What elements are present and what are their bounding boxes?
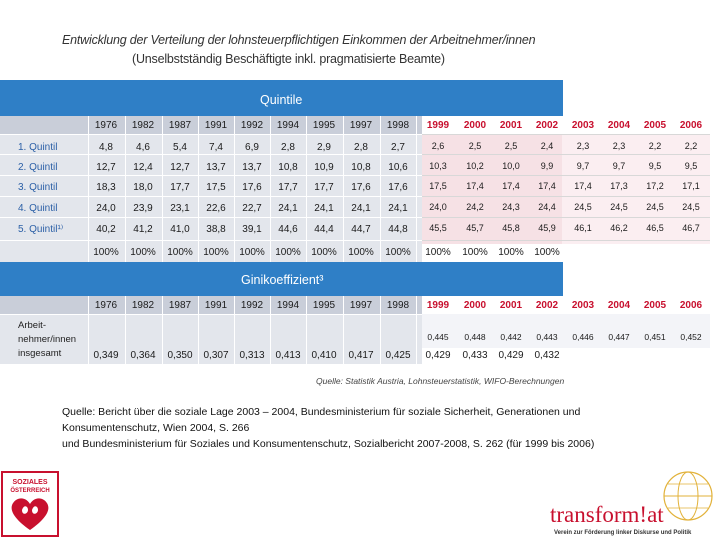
gini-cell: 0,350 <box>167 350 193 361</box>
table-cell-new: 45,9 <box>538 223 556 233</box>
table-cell: 24,1 <box>314 203 334 214</box>
grid-line <box>422 134 710 135</box>
total-cell: 100% <box>348 247 374 258</box>
year-header: 1998 <box>386 300 410 311</box>
table-cell-new: 2,5 <box>468 141 482 151</box>
total-cell-new: 100% <box>462 247 488 258</box>
total-cell: 100% <box>275 247 301 258</box>
table-cell: 17,7 <box>170 182 190 193</box>
table-cell: 13,7 <box>206 162 226 173</box>
grid-line <box>0 314 422 315</box>
gini-cell-new: 0,451 <box>644 332 666 342</box>
table-cell: 2,8 <box>281 142 295 153</box>
year-header: 1991 <box>204 120 228 131</box>
gini-cell: 0,410 <box>311 350 337 361</box>
table-cell-new: 9,7 <box>612 161 626 171</box>
table-cell-new: 17,1 <box>682 181 700 191</box>
year-header: 1982 <box>131 300 155 311</box>
year-header-new: 2003 <box>571 120 595 131</box>
year-header: 1987 <box>168 300 192 311</box>
table-cell-new: 17,4 <box>574 181 592 191</box>
year-header-new: 2002 <box>535 120 559 131</box>
grid-line <box>0 154 422 155</box>
grid-line <box>0 240 422 241</box>
year-header-new: 2000 <box>463 120 487 131</box>
table-cell-new: 45,8 <box>502 223 520 233</box>
table-cell-new: 9,7 <box>576 161 590 171</box>
table-cell-new: 46,2 <box>610 223 628 233</box>
table-cell-new: 45,5 <box>429 223 447 233</box>
chart-title: Entwicklung der Verteilung der lohnsteuerpflichtigen Einkommen der Arbeitnehmer/innen <box>62 33 536 47</box>
table-cell-new: 24,5 <box>682 202 700 212</box>
table-cell: 17,7 <box>314 182 334 193</box>
total-cell-new: 100% <box>534 247 560 258</box>
year-header-new: 2006 <box>679 120 703 131</box>
quintile-header: Quintile <box>260 93 303 107</box>
gini-cell: 0,417 <box>348 350 374 361</box>
grid-line <box>0 196 422 197</box>
logo-wordmark: transform!at <box>550 502 664 527</box>
gini-cell: 0,413 <box>275 350 301 361</box>
table-cell-new: 24,5 <box>574 202 592 212</box>
table-cell: 4,8 <box>99 142 113 153</box>
table-cell: 40,2 <box>96 224 116 235</box>
table-cell: 18,0 <box>133 182 153 193</box>
year-header-new: 2006 <box>679 300 703 311</box>
table-cell: 18,3 <box>96 182 116 193</box>
total-cell-new: 100% <box>498 247 524 258</box>
table-cell: 5,4 <box>173 142 187 153</box>
total-cell: 100% <box>385 247 411 258</box>
table-cell-new: 2,5 <box>504 141 518 151</box>
table-cell: 7,4 <box>209 142 223 153</box>
year-header-new: 1999 <box>426 300 450 311</box>
table-cell: 6,9 <box>245 142 259 153</box>
table-cell: 39,1 <box>242 224 262 235</box>
year-header-new: 2004 <box>607 120 631 131</box>
quintile-band <box>0 80 563 116</box>
table-cell: 10,8 <box>351 162 371 173</box>
grid-line <box>422 217 710 218</box>
table-cell-new: 46,1 <box>574 223 592 233</box>
row-label: 5. Quintil¹⁾ <box>18 224 64 235</box>
gini-cell-new2: 0,433 <box>462 350 488 361</box>
year-header-new: 2000 <box>463 300 487 311</box>
gini-cell-new: 0,447 <box>608 332 630 342</box>
table-cell: 44,8 <box>388 224 408 235</box>
table-cell: 23,9 <box>133 203 153 214</box>
grid-line <box>198 296 199 364</box>
year-header: 1982 <box>131 120 155 131</box>
row-label: 4. Quintil <box>18 203 58 214</box>
table-cell-new: 17,4 <box>502 181 520 191</box>
logo-word: ÖSTERREICH <box>10 488 50 494</box>
gini-cell-new: 0,443 <box>536 332 558 342</box>
table-cell-new: 10,3 <box>429 161 447 171</box>
grid-line <box>422 154 710 155</box>
table-cell-new: 2,6 <box>431 141 445 151</box>
grid-line <box>0 134 422 135</box>
gini-cell-new2: 0,432 <box>534 350 560 361</box>
table-cell: 17,7 <box>278 182 298 193</box>
table-cell: 17,6 <box>388 182 408 193</box>
grid-line <box>422 240 710 241</box>
logo-tagline: Verein zur Förderung linker Diskurse und Politik <box>554 530 692 536</box>
table-cell: 41,2 <box>133 224 153 235</box>
grid-line <box>422 175 710 176</box>
grid-line <box>125 296 126 364</box>
table-cell: 22,6 <box>206 203 226 214</box>
table-cell: 2,8 <box>354 142 368 153</box>
table-cell: 44,7 <box>351 224 371 235</box>
table-cell-new: 45,7 <box>466 223 484 233</box>
gini-cell-new2: 0,429 <box>425 350 451 361</box>
grid-line <box>380 296 381 364</box>
source-line: Konsumentenschutz, Wien 2004, S. 266 <box>62 422 250 434</box>
total-cell: 100% <box>311 247 337 258</box>
year-header-new: 2002 <box>535 300 559 311</box>
table-cell: 17,6 <box>351 182 371 193</box>
grid-line <box>234 296 235 364</box>
total-cell: 100% <box>167 247 193 258</box>
total-cell: 100% <box>93 247 119 258</box>
row-label: 3. Quintil <box>18 182 58 193</box>
table-cell: 41,0 <box>170 224 190 235</box>
table-cell: 13,7 <box>242 162 262 173</box>
table-cell-new: 17,4 <box>466 181 484 191</box>
year-header-new: 2001 <box>499 120 523 131</box>
table-cell-new: 24,4 <box>538 202 556 212</box>
total-cell: 100% <box>239 247 265 258</box>
row-label: 2. Quintil <box>18 162 58 173</box>
gini-row-label: nehmer/innen <box>18 334 77 345</box>
table-cell: 10,8 <box>278 162 298 173</box>
row-label: 1. Quintil <box>18 142 58 153</box>
gini-cell: 0,425 <box>385 350 411 361</box>
year-header: 1998 <box>386 120 410 131</box>
grid-line <box>88 296 89 364</box>
grid-line <box>306 296 307 364</box>
grid-line <box>0 217 422 218</box>
table-cell-new: 2,3 <box>576 141 590 151</box>
table-cell-new: 10,0 <box>502 161 520 171</box>
year-header-new: 2005 <box>643 300 667 311</box>
year-header: 1995 <box>312 120 336 131</box>
table-cell-new: 17,2 <box>646 181 664 191</box>
transform-logo <box>546 470 720 540</box>
table-cell-new: 9,5 <box>648 161 662 171</box>
gini-cell-new2: 0,429 <box>498 350 524 361</box>
table-cell: 38,8 <box>206 224 226 235</box>
table-cell-new: 17,5 <box>429 181 447 191</box>
table-cell: 2,9 <box>317 142 331 153</box>
table-cell-new: 9,9 <box>540 161 554 171</box>
gini-cell: 0,364 <box>130 350 156 361</box>
chart-subtitle: (Unselbstständig Beschäftigte inkl. pragmatisierte Beamte) <box>132 52 445 66</box>
source-note <box>62 404 702 452</box>
year-header: 1992 <box>240 300 264 311</box>
year-header: 1994 <box>276 300 300 311</box>
table-cell-new: 24,2 <box>466 202 484 212</box>
table-cell-new: 17,4 <box>538 181 556 191</box>
table-cell: 12,7 <box>170 162 190 173</box>
gini-cell-new: 0,448 <box>464 332 486 342</box>
year-header: 1997 <box>349 120 373 131</box>
table-cell-new: 24,5 <box>646 202 664 212</box>
year-header: 1997 <box>349 300 373 311</box>
table-cell: 2,7 <box>391 142 405 153</box>
table-cell-new: 9,5 <box>684 161 698 171</box>
table-cell-new: 46,5 <box>646 223 664 233</box>
gini-cell-new: 0,446 <box>572 332 594 342</box>
table-cell: 4,6 <box>136 142 150 153</box>
year-header: 1987 <box>168 120 192 131</box>
table-cell-new: 2,2 <box>684 141 698 151</box>
table-cell: 24,0 <box>96 203 116 214</box>
table-cell-new: 24,0 <box>429 202 447 212</box>
table-cell: 24,1 <box>278 203 298 214</box>
table-cell-new: 2,3 <box>612 141 626 151</box>
table-cell: 12,4 <box>133 162 153 173</box>
grid-line <box>343 296 344 364</box>
gini-band <box>0 262 563 296</box>
table-cell: 44,4 <box>314 224 334 235</box>
year-header: 1992 <box>240 120 264 131</box>
source-line: und Bundesministerium für Soziales und Konsumentenschutz, Sozialbericht 2007-2008, S. 262 (für 1999 bis 2006) <box>62 438 595 450</box>
table-source: Quelle: Statistik Austria, Lohnsteuerstatistik, WIFO-Berechnungen <box>316 376 565 386</box>
grid-line <box>0 175 422 176</box>
grid-line <box>270 296 271 364</box>
table-cell: 12,7 <box>96 162 116 173</box>
source-line: Quelle: Bericht über die soziale Lage 2003 – 2004, Bundesministerium für soziale Sicherheit, Generationen und <box>62 406 581 418</box>
soziales-oesterreich-logo <box>0 470 62 540</box>
gini-cell: 0,349 <box>93 350 119 361</box>
table-cell-new: 17,3 <box>610 181 628 191</box>
gini-header: Ginikoeffizient³ <box>241 273 324 287</box>
gini-cell-new: 0,452 <box>680 332 702 342</box>
year-header-new: 2004 <box>607 300 631 311</box>
total-cell: 100% <box>203 247 229 258</box>
gini-cell: 0,313 <box>239 350 265 361</box>
year-header: 1976 <box>94 120 118 131</box>
table-cell: 23,1 <box>170 203 190 214</box>
table-cell: 24,1 <box>351 203 371 214</box>
table-cell-new: 2,2 <box>648 141 662 151</box>
table-cell-new: 2,4 <box>540 141 554 151</box>
table-cell-new: 24,3 <box>502 202 520 212</box>
table-cell: 17,5 <box>206 182 226 193</box>
table-cell-new: 24,5 <box>610 202 628 212</box>
gini-cell-new: 0,445 <box>427 332 449 342</box>
gini-cell-new: 0,442 <box>500 332 522 342</box>
grid-line <box>416 296 417 364</box>
table-cell: 44,6 <box>278 224 298 235</box>
gini-row-label: insgesamt <box>18 348 62 359</box>
total-cell: 100% <box>130 247 156 258</box>
table-cell: 10,6 <box>388 162 408 173</box>
year-header: 1995 <box>312 300 336 311</box>
table-cell: 17,6 <box>242 182 262 193</box>
table-cell: 22,7 <box>242 203 262 214</box>
gini-row-label: Arbeit- <box>18 320 46 331</box>
year-header-new: 1999 <box>426 120 450 131</box>
total-cell-new: 100% <box>425 247 451 258</box>
table-cell-new: 46,7 <box>682 223 700 233</box>
gini-cell: 0,307 <box>203 350 229 361</box>
year-header: 1994 <box>276 120 300 131</box>
table-cell: 10,9 <box>314 162 334 173</box>
year-header-new: 2001 <box>499 300 523 311</box>
logo-word: SOZIALES <box>12 479 48 486</box>
grid-line <box>422 196 710 197</box>
year-header: 1991 <box>204 300 228 311</box>
year-header-new: 2003 <box>571 300 595 311</box>
year-header-new: 2005 <box>643 120 667 131</box>
year-header: 1976 <box>94 300 118 311</box>
grid-line <box>162 296 163 364</box>
table-cell-new: 10,2 <box>466 161 484 171</box>
table-cell: 24,1 <box>388 203 408 214</box>
